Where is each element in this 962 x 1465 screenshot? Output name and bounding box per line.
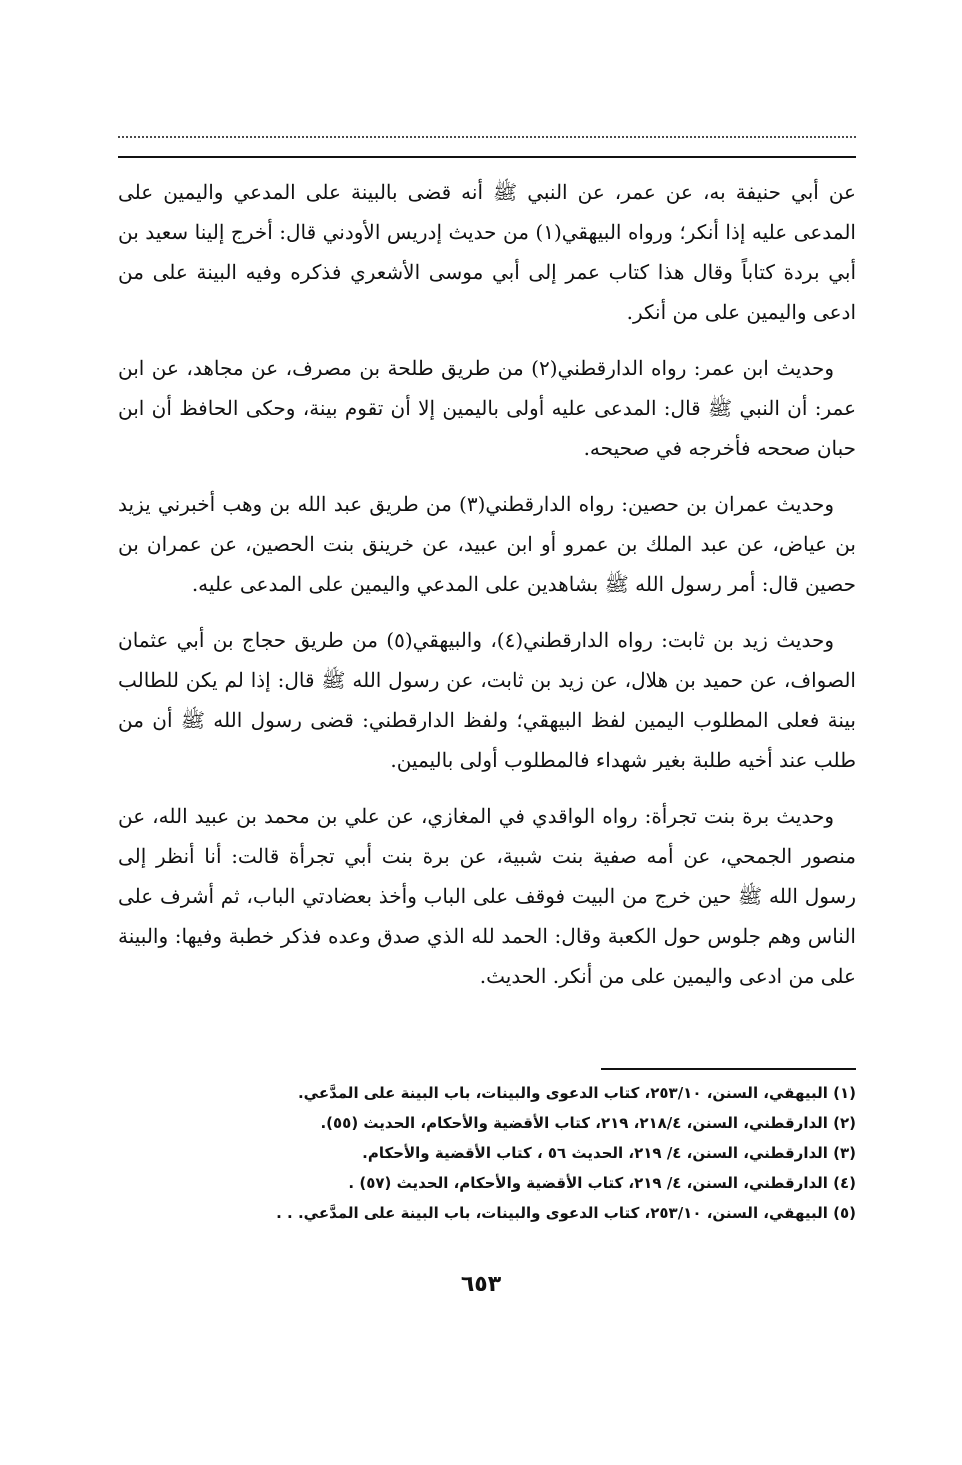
page-number: ٦٥٣ [460,1272,502,1297]
header-rule [118,156,856,158]
footnote-rule [601,1068,856,1070]
paragraph: وحديث عمران بن حصين: رواه الدارقطني(٣) من طريق عبد الله بن وهب أخبرني يزيد بن عياض، عن عبد الملك بن عمرو أو ابن عبيد، عن خرينق بنت الحصين، عن عمران بن حصين قال: أمر رسول الله ﷺ بشاهدين على المدعي واليمين على المدعى عليه. [118,492,856,596]
dotted-header-rule [118,136,856,138]
paragraph: وحديث برة بنت تجرأة: رواه الواقدي في المغازي، عن علي بن محمد بن عبيد الله، عن منصور الجمحي، عن أمه صفية بنت شبية، عن برة بنت أبي تجرأة قالت: أنا أنظر إلى رسول الله ﷺ حين خرج من البيت فوقف على الباب وأخذ بعضادتي الباب، ثم أشرف على الناس وهم جلوس حول الكعبة وقال: الحمد لله الذي صدق وعده فذكر خطبة وفيها: والبينة على من ادعى واليمين على من أنكر. الحديث. [118,804,856,988]
main-text [118,172,856,1012]
footnote: (٢) الدارقطني، السنن، ٢١٨/٤، ٢١٩، كتاب الأقضية والأحكام، الحديث (٥٥). [320,1114,856,1132]
footnote: (٤) الدارقطني، السنن، ٤/ ٢١٩، كتاب الأقضية والأحكام، الحديث (٥٧) . [348,1174,856,1192]
paragraph: عن أبي حنيفة به، عن عمر، عن النبي ﷺ أنه قضى بالبينة على المدعي واليمين على المدعى عليه إذا أنكر؛ ورواه البيهقي(١) من حديث إدريس الأودني قال: أخرج إلينا سعيد بن أبي بردة كتاباً وقال هذا كتاب عمر إلى أبي موسى الأشعري فذكره وفيه البينة على من ادعى واليمين على من أنكر. [118,180,856,324]
footnotes [118,1078,856,1228]
footnote: (٣) الدارقطني، السنن، ٤/ ٢١٩، الحديث ٥٦ ، كتاب الأقضية والأحكام. [362,1144,856,1162]
paragraph: وحديث زيد بن ثابت: رواه الدارقطني(٤)، والبيهقي(٥) من طريق حجاج بن أبي عثمان الصواف، عن حميد بن هلال، عن زيد بن ثابت، عن رسول الله ﷺ قال: إذا لم يكن للطالب بينة فعلى المطلوب اليمين لفظ البيهقي؛ ولفظ الدارقطني: قضى رسول الله ﷺ أن من طلب عند أخيه طلبة بغير شهداء فالمطلوب أولى باليمين. [118,628,856,772]
footnote: (١) البيهقي، السنن، ٢٥٣/١٠، كتاب الدعوى والبينات، باب البينة على المدَّعي. [297,1084,856,1102]
paragraph: وحديث ابن عمر: رواه الدارقطني(٢) من طريق طلحة بن مصرف، عن مجاهد، عن ابن عمر: أن النبي ﷺ قال: المدعى عليه أولى باليمين إلا أن تقوم بينة، وحكى الحافظ أن ابن حبان صححه فأخرجه في صحيحه. [118,356,856,460]
footnote: (٥) البيهقي، السنن، ٢٥٣/١٠، كتاب الدعوى والبينات، باب البينة على المدَّعي. . . [276,1204,856,1222]
